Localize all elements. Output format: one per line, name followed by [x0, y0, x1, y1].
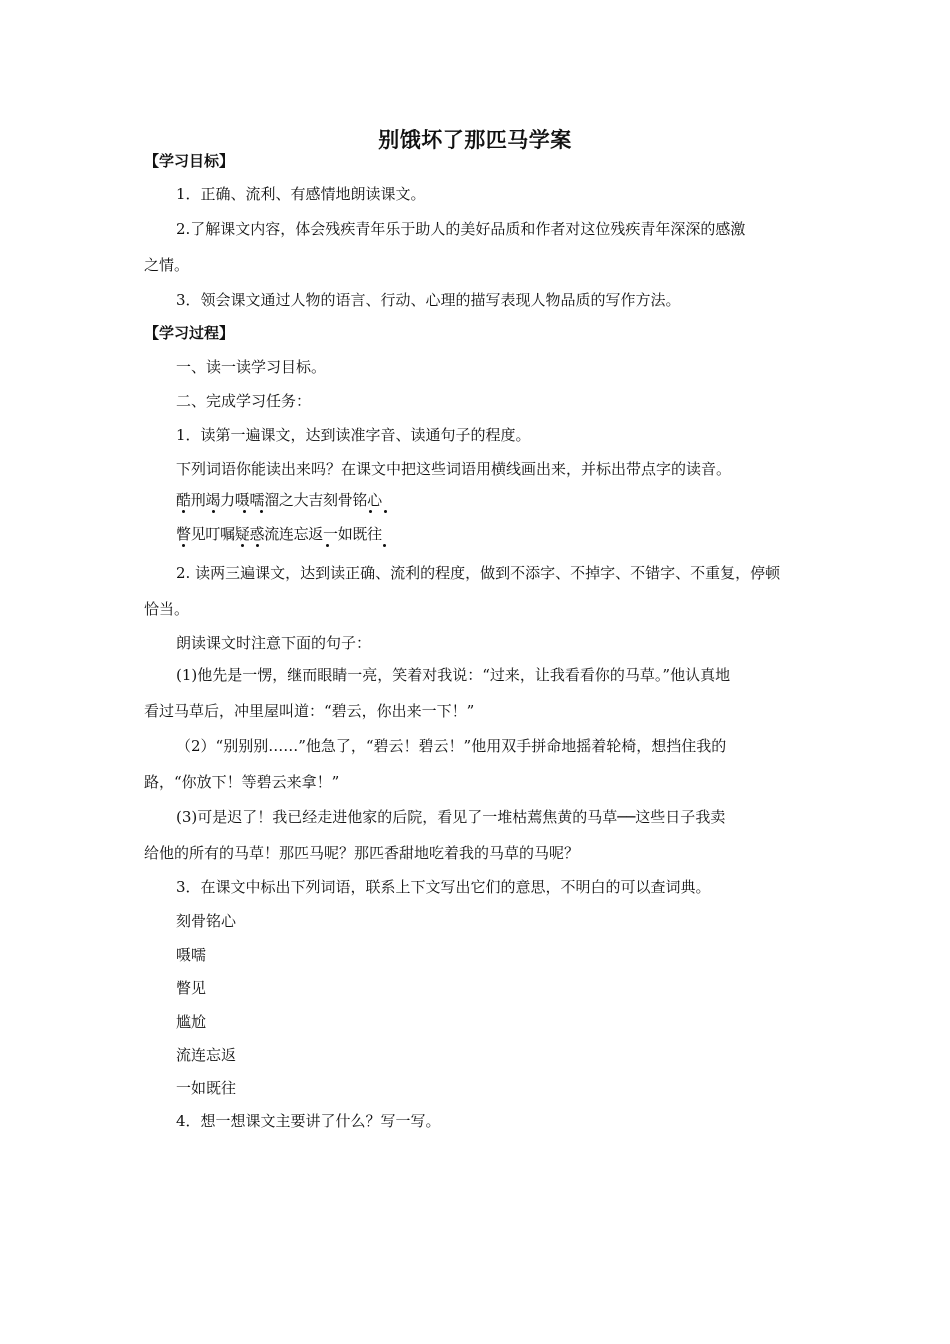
word-list-2: 瞥见叮嘱疑惑流连忘返一如既往	[176, 525, 382, 543]
goals-heading: 【学习目标】	[144, 152, 235, 170]
task-1: 1．读第一遍课文，达到读准字音、读通句子的程度。	[176, 426, 531, 444]
sentence-3-continued: 给他的所有的马草！那匹马呢？那匹香甜地吃着我的马草的马呢？	[144, 844, 580, 862]
process-step-1: 一、读一读学习目标。	[176, 358, 327, 376]
goal-item-3: 3．领会课文通过人物的语言、行动、心理的描写表现人物品质的写作方法。	[176, 291, 681, 309]
goal-item-1: 1．正确、流利、有感情地朗读课文。	[176, 185, 426, 203]
sentence-2-continued: 路，“你放下！等碧云来拿！”	[144, 773, 340, 791]
vocab-item: 刻骨铭心	[176, 912, 237, 930]
word-list-1-dots	[176, 510, 436, 516]
vocab-item: 瞥见	[176, 979, 207, 997]
task-3: 3．在课文中标出下列词语，联系上下文写出它们的意思，不明白的可以查词典。	[176, 878, 711, 896]
sentence-3: (3)可是迟了！我已经走进他家的后院，看见了一堆枯蔫焦黄的马草──这些日子我卖	[176, 808, 726, 826]
vocab-item: 一如既往	[176, 1079, 237, 1097]
goal-item-2: 2.了解课文内容，体会残疾青年乐于助人的美好品质和作者对这位残疾青年深深的感激	[176, 220, 746, 238]
task-2: 2. 读两三遍课文，达到读正确、流利的程度，做到不添字、不掉字、不错字、不重复，停顿	[176, 564, 781, 582]
vocab-item: 嗫嚅	[176, 946, 207, 964]
document-title: 别饿坏了那匹马学案	[378, 128, 572, 152]
word-list-1: 酷刑竭力嗫嚅溜之大吉刻骨铭心	[176, 491, 382, 509]
task-4: 4．想一想课文主要讲了什么？写一写。	[176, 1112, 441, 1130]
task-2-note: 朗读课文时注意下面的句子：	[176, 634, 372, 652]
task-1-question: 下列词语你能读出来吗？在课文中把这些词语用横线画出来，并标出带点字的读音。	[176, 460, 732, 478]
vocab-item: 流连忘返	[176, 1046, 237, 1064]
task-2-continued: 恰当。	[144, 600, 190, 618]
sentence-2: （2）“别别别……”他急了，“碧云！碧云！”他用双手拼命地摇着轮椅，想挡住我的	[176, 737, 727, 755]
word-list-2-dots	[176, 544, 436, 550]
sentence-1-continued: 看过马草后，冲里屋叫道：“碧云，你出来一下！”	[144, 702, 475, 720]
process-step-2: 二、完成学习任务：	[176, 392, 312, 410]
process-heading: 【学习过程】	[144, 324, 235, 342]
sentence-1: (1)他先是一愣，继而眼睛一亮，笑着对我说：“过来，让我看看你的马草。”他认真地	[176, 666, 731, 684]
goal-item-2-continued: 之情。	[144, 256, 190, 274]
vocab-item: 尴尬	[176, 1013, 207, 1031]
